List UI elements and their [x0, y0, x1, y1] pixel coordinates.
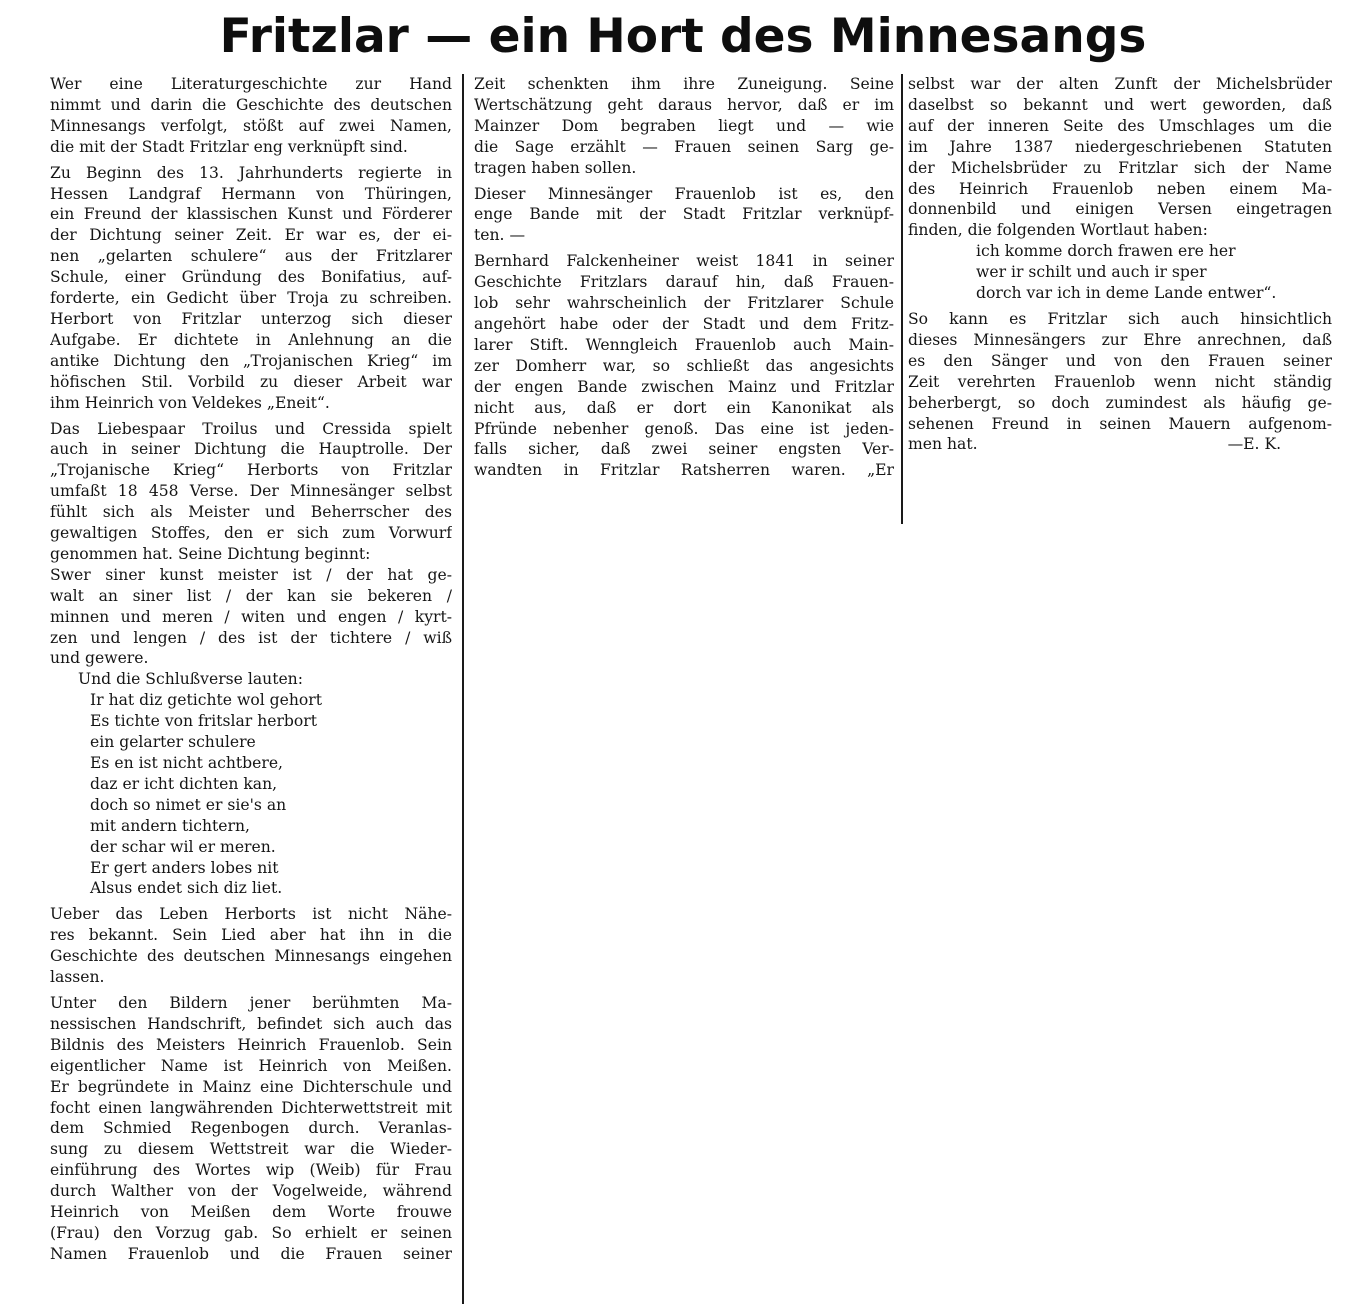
text-line: Geschichte Fritzlars darauf hin, daß Frauen- [474, 273, 894, 292]
verse-line: Alsus endet sich diz liet. [90, 879, 283, 898]
headline: Fritzlar — ein Hort des Minnesangs [219, 9, 1147, 64]
text-line: Das Liebespaar Troilus und Cressida spielt [50, 419, 452, 438]
text-line: finden, die folgenden Wortlaut haben: [908, 221, 1208, 240]
text-line: larer Stift. Wenngleich Frauenlob auch Main- [474, 335, 894, 354]
text-line: focht einen langwährenden Dichterwettstreit mit [50, 1098, 452, 1117]
verse-line: mit andern tichtern, [90, 816, 250, 835]
verse-line: der schar wil er meren. [90, 837, 276, 856]
text-line: gewaltigen Stoffes, den er sich zum Vorwurf [50, 524, 452, 543]
text-line: So kann es Fritzlar sich auch hinsichtlich [908, 309, 1332, 328]
text-line: walt an siner list / der kan sie bekeren / [50, 586, 452, 605]
text-line: umfaßt 18 458 Verse. Der Minnesänger selbst [50, 482, 452, 501]
text-line: nessischen Handschrift, befindet sich auch das [50, 1014, 452, 1033]
verse-line: wer ir schilt und auch ir sper [976, 263, 1207, 282]
text-line: eigentlicher Name ist Heinrich von Meißen. [50, 1056, 452, 1075]
column-divider-2 [901, 74, 903, 524]
text-line: Hessen Landgraf Hermann von Thüringen, [50, 184, 452, 203]
article-column-1 [50, 74, 452, 1265]
text-line: selbst war der alten Zunft der Michelsbrüder [908, 75, 1332, 93]
verse-line: Es tichte von fritslar herbort [90, 712, 318, 731]
text-line: durch Walther von der Vogelweide, während [50, 1182, 452, 1201]
text-line: men hat. —E. K. [908, 435, 1282, 454]
text-line: Geschichte des deutschen Minnesangs eingehen [50, 947, 452, 966]
text-line: Namen Frauenlob und die Frauen seiner [50, 1244, 452, 1263]
article-column-2 [474, 74, 894, 481]
text-line: Herbort von Fritzlar unterzog sich dieser [50, 309, 452, 328]
text-line: dieses Minnesängers zur Ehre anrechnen, daß [908, 330, 1332, 349]
text-line: der Michelsbrüder zu Fritzlar sich der Name [908, 158, 1332, 177]
text-line: zer Domherr war, so schließt das angesichts [474, 356, 894, 375]
text-line: der engen Bande zwischen Mainz und Fritzlar [474, 377, 894, 396]
text-line: Bildnis des Meisters Heinrich Frauenlob. Sein [50, 1035, 452, 1054]
author-signature: —E. K. [1227, 435, 1282, 454]
text-line: Zu Beginn des 13. Jahrhunderts regierte in [50, 163, 452, 182]
text-line: zen und lengen / des ist der tichtere / wiß [50, 628, 452, 647]
text-line: ihm Heinrich von Veldekes „Eneit“. [50, 393, 330, 412]
text-line: Dieser Minnesänger Frauenlob ist es, den [474, 184, 894, 203]
text-line: Minnesangs verfolgt, stößt auf zwei Namen, [50, 116, 452, 135]
text-line: antike Dichtung den „Trojanischen Krieg“ im [50, 351, 452, 370]
text-line: Aufgabe. Er dichtete in Anlehnung an die [50, 330, 452, 349]
text-line: Und die Schlußverse lauten: [78, 670, 303, 689]
text-line: (Frau) den Vorzug gab. So erhielt er seinen [50, 1223, 452, 1242]
text-line: der Dichtung seiner Zeit. Er war es, der ei- [50, 226, 452, 245]
verse-line: Er gert anders lobes nit [90, 858, 279, 877]
text-line: sung zu diesem Wettstreit war die Wieder- [50, 1140, 452, 1159]
text-line: Mainzer Dom begraben liegt und — wie [474, 116, 894, 135]
text-line: auch in seiner Dichtung die Hauptrolle. Der [50, 440, 452, 459]
text-line: die mit der Stadt Fritzlar eng verknüpft sind. [50, 137, 408, 156]
text-line: „Trojanische Krieg“ Herborts von Fritzlar [50, 461, 452, 480]
verse-line: dorch var ich in deme Lande entwer“. [976, 284, 1277, 303]
text-line: Pfründe nebenher genoß. Das eine ist jeden- [474, 419, 894, 438]
text-line: forderte, ein Gedicht über Troja zu schreiben. [50, 289, 452, 308]
text-line: ein Freund der klassischen Kunst und Förderer [50, 205, 452, 224]
text-line: nen „gelarten schulere“ aus der Fritzlarer [50, 247, 452, 266]
text-line: tragen haben sollen. [474, 158, 637, 177]
text-line: Er begründete in Mainz eine Dichterschule und [50, 1077, 452, 1096]
text-line: minnen und meren / witen und engen / kyrt- [50, 607, 452, 626]
text-line: im Jahre 1387 niedergeschriebenen Statuten [908, 137, 1332, 156]
text-line: falls sicher, daß zwei seiner engsten Ver- [474, 440, 894, 459]
text-line: beherbergt, so doch zumindest als häufig ge- [908, 393, 1332, 412]
text-line: Ueber das Leben Herborts ist nicht Nähe- [50, 905, 452, 924]
text-line: Wertschätzung geht daraus hervor, daß er im [474, 95, 894, 114]
text-line: sehenen Freund in seinen Mauern aufgenom- [908, 414, 1332, 433]
text-line: höfischen Stil. Vorbild zu dieser Arbeit war [50, 372, 452, 391]
text-line: fühlt sich als Meister und Beherrscher des [50, 503, 452, 522]
text-line: lassen. [50, 968, 105, 987]
text-line: nicht aus, daß er dort ein Kanonikat als [474, 398, 894, 417]
text-line: donnenbild und einigen Versen eingetragen [908, 200, 1332, 219]
text-line: auf der inneren Seite des Umschlages um die [908, 116, 1332, 135]
text-line: des Heinrich Frauenlob neben einem Ma- [908, 179, 1332, 198]
column-divider-1 [462, 74, 464, 1304]
text-line: Schule, einer Gründung des Bonifatius, auf- [50, 268, 452, 287]
text-line: ten. — [474, 226, 526, 245]
text-line: Swer siner kunst meister ist / der hat ge- [50, 565, 452, 584]
verse-line: ich komme dorch frawen ere her [976, 242, 1236, 261]
text-line: Zeit verehrten Frauenlob wenn nicht ständig [908, 372, 1332, 391]
verse-line: doch so nimet er sie's an [90, 795, 287, 814]
text-line: Unter den Bildern jener berühmten Ma- [50, 993, 452, 1012]
text-line: Bernhard Falckenheiner weist 1841 in seiner [474, 252, 894, 271]
verse-line: daz er icht dichten kan, [90, 774, 278, 793]
article-column-3 [908, 74, 1332, 455]
text-line: nimmt und darin die Geschichte des deutschen [50, 95, 452, 114]
verse-line: ein gelarter schulere [90, 733, 256, 752]
text-line: res bekannt. Sein Lied aber hat ihn in die [50, 926, 452, 945]
text-line: Wer eine Literaturgeschichte zur Hand [50, 75, 452, 93]
verse-line: Es en ist nicht achtbere, [90, 754, 284, 772]
verse-line: Ir hat diz getichte wol gehort [90, 691, 323, 710]
text-line: wandten in Fritzlar Ratsherren waren. „Er [474, 461, 894, 480]
text-line: daselbst so bekannt und wert geworden, daß [908, 95, 1332, 114]
text-line: einführung des Wortes wip (Weib) für Frau [50, 1161, 452, 1180]
text-line: angehört habe oder der Stadt und dem Fritz- [474, 314, 894, 333]
text-line: dem Schmied Regenbogen durch. Veranlas- [50, 1119, 452, 1138]
text-line: Zeit schenkten ihm ihre Zuneigung. Seine [474, 75, 894, 93]
text-line: und gewere. [50, 649, 149, 668]
text-line: enge Bande mit der Stadt Fritzlar verknüpf- [474, 205, 894, 224]
text-line: Heinrich von Meißen dem Worte frouwe [50, 1203, 452, 1222]
text-line: lob sehr wahrscheinlich der Fritzlarer Schule [474, 294, 894, 313]
text-line: die Sage erzählt — Frauen seinen Sarg ge- [474, 137, 894, 156]
text-line: genommen hat. Seine Dichtung beginnt: [50, 544, 371, 563]
text-line: es den Sänger und von den Frauen seiner [908, 351, 1332, 370]
